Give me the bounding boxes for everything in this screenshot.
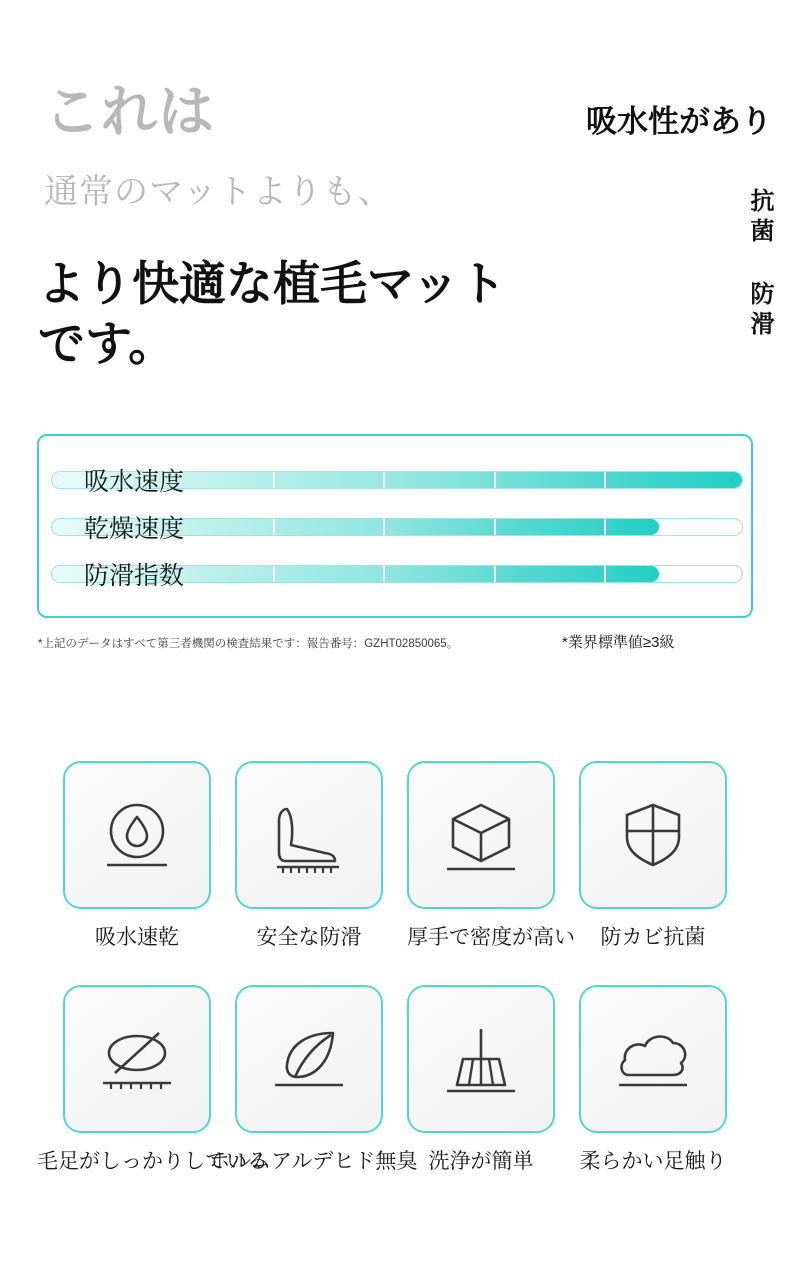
feature-item (407, 761, 575, 951)
feature-item (235, 761, 383, 951)
hero-line-1: これは (44, 80, 215, 143)
feature-item (37, 985, 268, 1175)
feature-icon-card (407, 985, 555, 1133)
hero-line-2: 通常のマットよりも、 (44, 173, 393, 211)
metric-label: 乾燥速度 (84, 515, 185, 543)
water-drop-icon (93, 791, 181, 879)
metric-row (39, 515, 755, 543)
hero-vertical-tagline: 抗菌 防滑 (746, 188, 773, 341)
feature-icon-card (579, 985, 727, 1133)
no-shedding-icon (91, 1015, 183, 1103)
feature-label: 洗浄が簡単 (428, 1150, 534, 1173)
feature-icon-card (235, 761, 383, 909)
eco-leaf-icon (263, 1015, 355, 1103)
feature-label: 厚手で密度が高い (407, 926, 575, 949)
feature-label: 吸水速乾 (95, 926, 179, 949)
feature-icon-card (63, 761, 211, 909)
metric-label: 防滑指数 (84, 562, 185, 590)
soft-cloud-icon (607, 1015, 699, 1103)
feature-item (209, 985, 418, 1175)
feature-item (579, 985, 727, 1175)
feature-icon-card (579, 761, 727, 909)
feature-icon-card (63, 985, 211, 1133)
feature-label: 防カビ抗菌 (600, 926, 706, 949)
feature-item (579, 761, 727, 951)
metrics-panel (37, 434, 753, 618)
feature-grid (0, 745, 790, 1205)
feature-icon-card (235, 985, 383, 1133)
metric-row (39, 562, 755, 590)
anti-slip-shoe-icon (263, 791, 355, 879)
feature-item (407, 985, 555, 1175)
feature-item (63, 761, 211, 951)
feature-label: 柔らかい足触り (579, 1150, 727, 1173)
feature-label: 安全な防滑 (256, 926, 362, 949)
hero-section (0, 0, 790, 420)
hero-right-headline: 吸水性があり (586, 104, 772, 139)
broom-clean-icon (435, 1015, 527, 1103)
thick-cube-icon (435, 791, 527, 879)
shield-antibacterial-icon (609, 791, 697, 879)
feature-label: ホルムアルデヒド無臭 (209, 1150, 418, 1173)
metrics-footnote-left: *上記のデータはすべて第三者機関の検査結果です：報告番号：GZHT02850065。 (38, 638, 459, 650)
feature-label: 毛足がしっかりしている (37, 1150, 268, 1173)
feature-icon-card (407, 761, 555, 909)
metrics-footnote-right: *業界標準値≥3級 (562, 634, 675, 651)
metric-row (39, 468, 755, 496)
metric-label: 吸水速度 (84, 468, 185, 496)
hero-headline: より快適な植毛マットです。 (38, 257, 507, 371)
